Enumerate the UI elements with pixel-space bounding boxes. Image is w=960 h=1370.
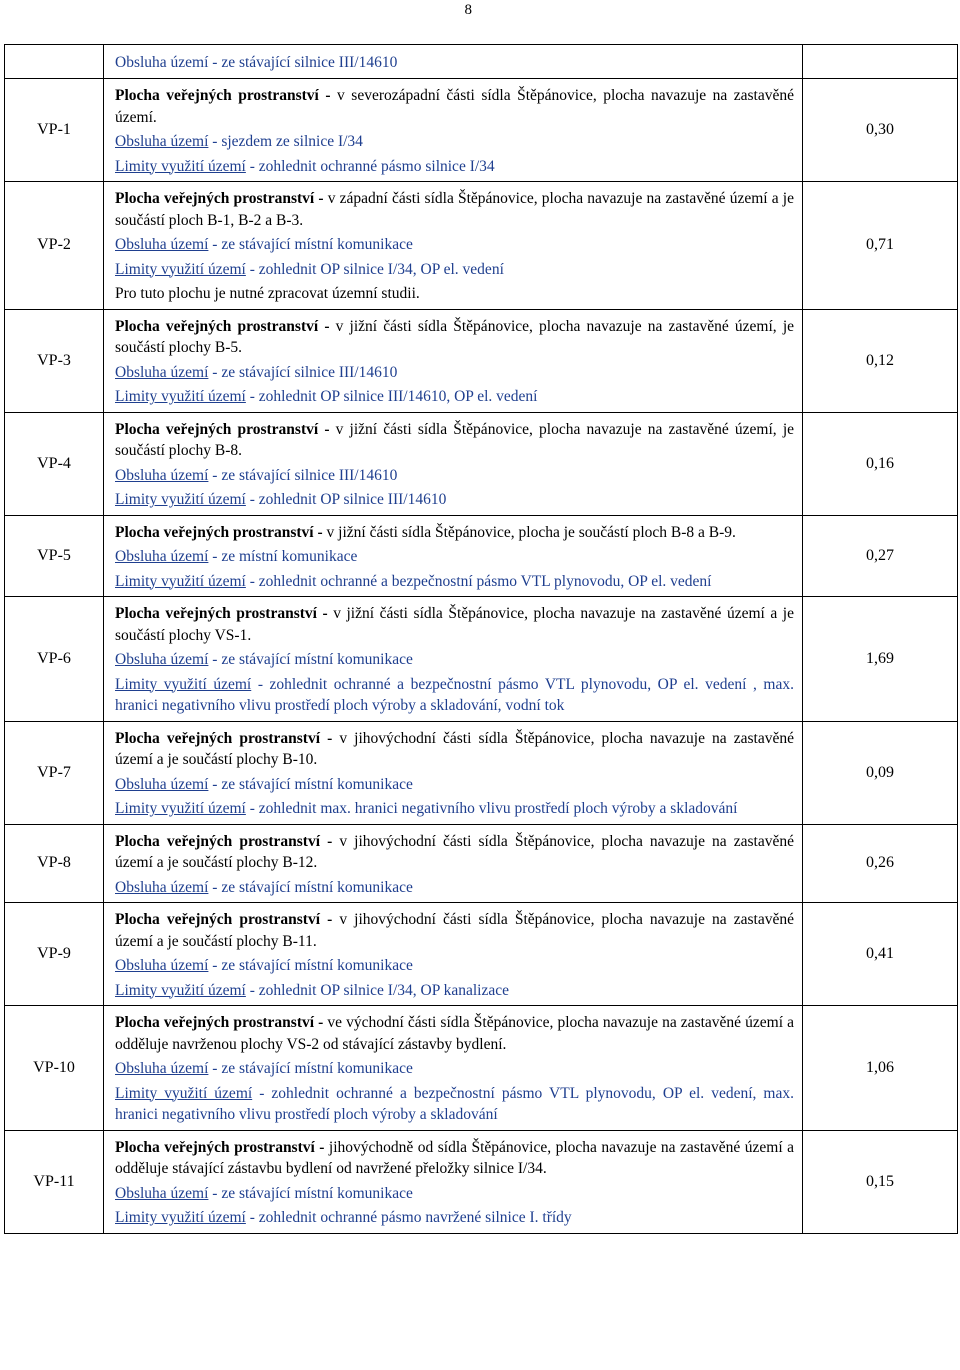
description-line <box>115 1183 794 1205</box>
line-text: - ze stávající místní komunikace <box>208 651 413 668</box>
line-text: v západní části sídla Štěpánovice, plocha navazuje na zastavěné území a je součástí ploch B-1, B-2 a B-3. <box>115 190 794 229</box>
line-heading: Plocha veřejných prostranství - <box>115 420 336 438</box>
line-text: v jihovýchodní části sídla Štěpánovice, plocha navazuje na zastavěné území a je součástí plochy B-11. <box>115 911 794 950</box>
line-label: Obsluha území <box>115 133 209 150</box>
description-line <box>115 419 794 462</box>
line-heading: Plocha veřejných prostranství - <box>115 523 327 541</box>
description-line <box>115 877 794 899</box>
description-line <box>115 234 794 256</box>
line-heading: Plocha veřejných prostranství - <box>115 832 340 850</box>
top-row-text <box>104 45 803 79</box>
line-text: - zohlednit ochranné a bezpečnostní pásmo VTL plynovodu, OP el. vedení , max. hranici negativního vlivu prostředí ploch výroby a skladování, vodní tok <box>115 675 794 714</box>
plot-area: 1,06 <box>803 1006 958 1131</box>
description-line <box>115 1012 794 1055</box>
plot-area: 1,69 <box>803 597 958 722</box>
description-line <box>115 571 794 593</box>
description-line <box>115 489 794 511</box>
line-label: Obsluha území <box>115 878 209 896</box>
line-label: Obsluha území <box>115 775 209 793</box>
plot-description <box>104 79 803 182</box>
plot-area: 0,09 <box>803 721 958 824</box>
plot-code: VP-9 <box>5 903 104 1006</box>
line-text: - ze stávající místní komunikace <box>208 878 413 896</box>
table-row <box>5 824 958 903</box>
plot-area: 0,27 <box>803 515 958 597</box>
table-row <box>5 1130 958 1233</box>
description-line <box>115 522 794 544</box>
line-label: Limity využití území <box>115 800 246 817</box>
description-line <box>115 798 794 820</box>
line-label: Limity využití území <box>115 1209 246 1226</box>
line-label: Limity využití území <box>115 675 252 693</box>
plot-description <box>104 903 803 1006</box>
line-heading: Plocha veřejných prostranství - <box>115 87 338 104</box>
description-line <box>115 649 794 671</box>
line-text: jihovýchodně od sídla Štěpánovice, plocha navazuje na zastavěné území a odděluje stávající zástavbu bydlení od navržené přeložky silnice I/34. <box>115 1138 794 1177</box>
line-heading: Plocha veřejných prostranství - <box>115 317 336 335</box>
line-text: - zohlednit OP silnice I/34, OP el. vedení <box>245 260 504 278</box>
plot-code: VP-2 <box>5 182 104 310</box>
table-row <box>5 79 958 182</box>
line-label: Obsluha území <box>115 548 209 565</box>
plot-area: 0,16 <box>803 412 958 515</box>
plot-description <box>104 824 803 903</box>
plot-description <box>104 1006 803 1131</box>
page-number: 8 <box>464 2 472 18</box>
line-text: - ze stávající místní komunikace <box>208 957 413 974</box>
description-line <box>115 1058 794 1080</box>
plot-description <box>104 182 803 310</box>
plot-code: VP-7 <box>5 721 104 824</box>
description-line <box>115 603 794 646</box>
table-row <box>5 903 958 1006</box>
line-text: v jihovýchodní části sídla Štěpánovice, plocha navazuje na zastavěné území a je součástí plochy B-10. <box>115 729 794 768</box>
line-text: - zohlednit OP silnice III/14610, OP el. vedení <box>245 388 538 405</box>
line-label: Limity využití území <box>115 491 246 508</box>
empty-area-cell <box>803 45 958 79</box>
description-line <box>115 774 794 796</box>
line-text: v jihovýchodní části sídla Štěpánovice, plocha navazuje na zastavěné území a je součástí plochy B-12. <box>115 832 794 871</box>
line-text: - zohlednit ochranné a bezpečnostní pásmo VTL plynovodu, OP el. vedení, max. hranici negativního vlivu prostředí ploch výroby a skladování <box>115 1084 794 1123</box>
table-row <box>5 182 958 310</box>
description-line <box>115 1137 794 1180</box>
plot-area: 0,41 <box>803 903 958 1006</box>
description-line <box>115 188 794 231</box>
plot-description <box>104 309 803 412</box>
line-heading: Plocha veřejných prostranství - <box>115 190 328 207</box>
empty-code-cell <box>5 45 104 79</box>
line-heading: Plocha veřejných prostranství - <box>115 729 340 747</box>
line-text: - ze stávající silnice III/14610 <box>208 466 398 484</box>
plot-area: 0,26 <box>803 824 958 903</box>
public-spaces-table <box>4 44 958 1234</box>
plot-area: 0,71 <box>803 182 958 310</box>
top-row-line: Obsluha území - ze stávající silnice III/14610 <box>115 53 398 71</box>
line-label: Limity využití území <box>115 260 246 278</box>
line-label: Obsluha území <box>115 651 209 668</box>
table-row <box>5 412 958 515</box>
line-text: - zohlednit OP silnice I/34, OP kanalizace <box>245 981 510 999</box>
plot-code: VP-3 <box>5 309 104 412</box>
description-line <box>115 465 794 487</box>
description-line <box>115 955 794 977</box>
plot-code: VP-8 <box>5 824 104 903</box>
description-line <box>115 831 794 874</box>
plot-code: VP-6 <box>5 597 104 722</box>
line-text: - ze stávající místní komunikace <box>208 775 413 793</box>
table-row <box>5 309 958 412</box>
plot-description <box>104 597 803 722</box>
line-text: - zohlednit ochranné a bezpečnostní pásmo VTL plynovodu, OP el. vedení <box>245 572 712 590</box>
description-line <box>115 1083 794 1126</box>
description-line <box>115 131 794 153</box>
line-heading: Plocha veřejných prostranství - <box>115 911 340 928</box>
plot-area: 0,12 <box>803 309 958 412</box>
description-line <box>115 386 794 408</box>
table-row <box>5 597 958 722</box>
line-text: - zohlednit ochranné pásmo silnice I/34 <box>245 157 495 175</box>
line-text: - ze stávající místní komunikace <box>208 1060 413 1077</box>
line-text: v jižní části sídla Štěpánovice, plocha navazuje na zastavěné území, je součástí plochy B-5. <box>115 317 795 356</box>
description-line <box>115 909 794 952</box>
table-row <box>5 1006 958 1131</box>
line-heading: Plocha veřejných prostranství - <box>115 1138 329 1156</box>
description-line <box>115 259 794 281</box>
description-line <box>115 283 794 305</box>
line-text: - zohlednit OP silnice III/14610 <box>245 491 447 508</box>
line-text: Pro tuto plochu je nutné zpracovat územní studii. <box>115 285 420 302</box>
plot-description <box>104 721 803 824</box>
line-text: - ze stávající místní komunikace <box>208 236 413 253</box>
line-label: Obsluha území <box>115 363 209 381</box>
description-line <box>115 362 794 384</box>
plot-area: 0,15 <box>803 1130 958 1233</box>
description-line <box>115 674 794 717</box>
line-heading: Plocha veřejných prostranství - <box>115 1014 328 1031</box>
plot-description <box>104 412 803 515</box>
description-line <box>115 1207 794 1229</box>
line-text: - sjezdem ze silnice I/34 <box>208 133 363 150</box>
line-text: v jižní části sídla Štěpánovice, plocha navazuje na zastavěné území a je součástí plochy VS-1. <box>115 605 794 644</box>
line-text: - ze místní komunikace <box>208 548 358 565</box>
description-line <box>115 728 794 771</box>
description-line <box>115 980 794 1002</box>
line-label: Limity využití území <box>115 388 246 405</box>
table-row <box>5 721 958 824</box>
plot-code: VP-10 <box>5 1006 104 1131</box>
plot-code: VP-5 <box>5 515 104 597</box>
line-text: v jižní části sídla Štěpánovice, plocha navazuje na zastavěné území, je součástí plochy B-8. <box>115 420 795 459</box>
line-text: - zohlednit max. hranici negativního vlivu prostředí ploch výroby a skladování <box>245 800 738 817</box>
line-label: Obsluha území <box>115 1060 209 1077</box>
line-label: Limity využití území <box>115 1084 253 1102</box>
line-label: Obsluha území <box>115 236 209 253</box>
description-line <box>115 546 794 568</box>
line-label: Limity využití území <box>115 157 246 175</box>
plot-code: VP-11 <box>5 1130 104 1233</box>
description-line <box>115 85 794 128</box>
line-label: Limity využití území <box>115 572 246 590</box>
plot-description <box>104 1130 803 1233</box>
line-text: v severozápadní části sídla Štěpánovice, plocha navazuje na zastavěné území. <box>115 87 794 126</box>
line-text: - ze stávající silnice III/14610 <box>208 363 398 381</box>
plot-code: VP-4 <box>5 412 104 515</box>
line-label: Obsluha území <box>115 1184 209 1202</box>
line-heading: Plocha veřejných prostranství - <box>115 605 334 622</box>
plot-code: VP-1 <box>5 79 104 182</box>
description-line <box>115 156 794 178</box>
line-text: ve východní části sídla Štěpánovice, plocha navazuje na zastavěné území a odděluje navrženou plochy VS-2 od stávající zástavby bydlení. <box>115 1014 794 1053</box>
line-text: v jižní části sídla Štěpánovice, plocha je součástí ploch B-8 a B-9. <box>326 523 736 541</box>
line-label: Limity využití území <box>115 981 246 999</box>
table-row-top <box>5 45 958 79</box>
line-label: Obsluha území <box>115 957 209 974</box>
plot-area: 0,30 <box>803 79 958 182</box>
line-text: - ze stávající místní komunikace <box>208 1184 413 1202</box>
line-text: - zohlednit ochranné pásmo navržené silnice I. třídy <box>245 1209 572 1226</box>
plot-description <box>104 515 803 597</box>
table-row <box>5 515 958 597</box>
description-line <box>115 316 794 359</box>
line-label: Obsluha území <box>115 466 209 484</box>
